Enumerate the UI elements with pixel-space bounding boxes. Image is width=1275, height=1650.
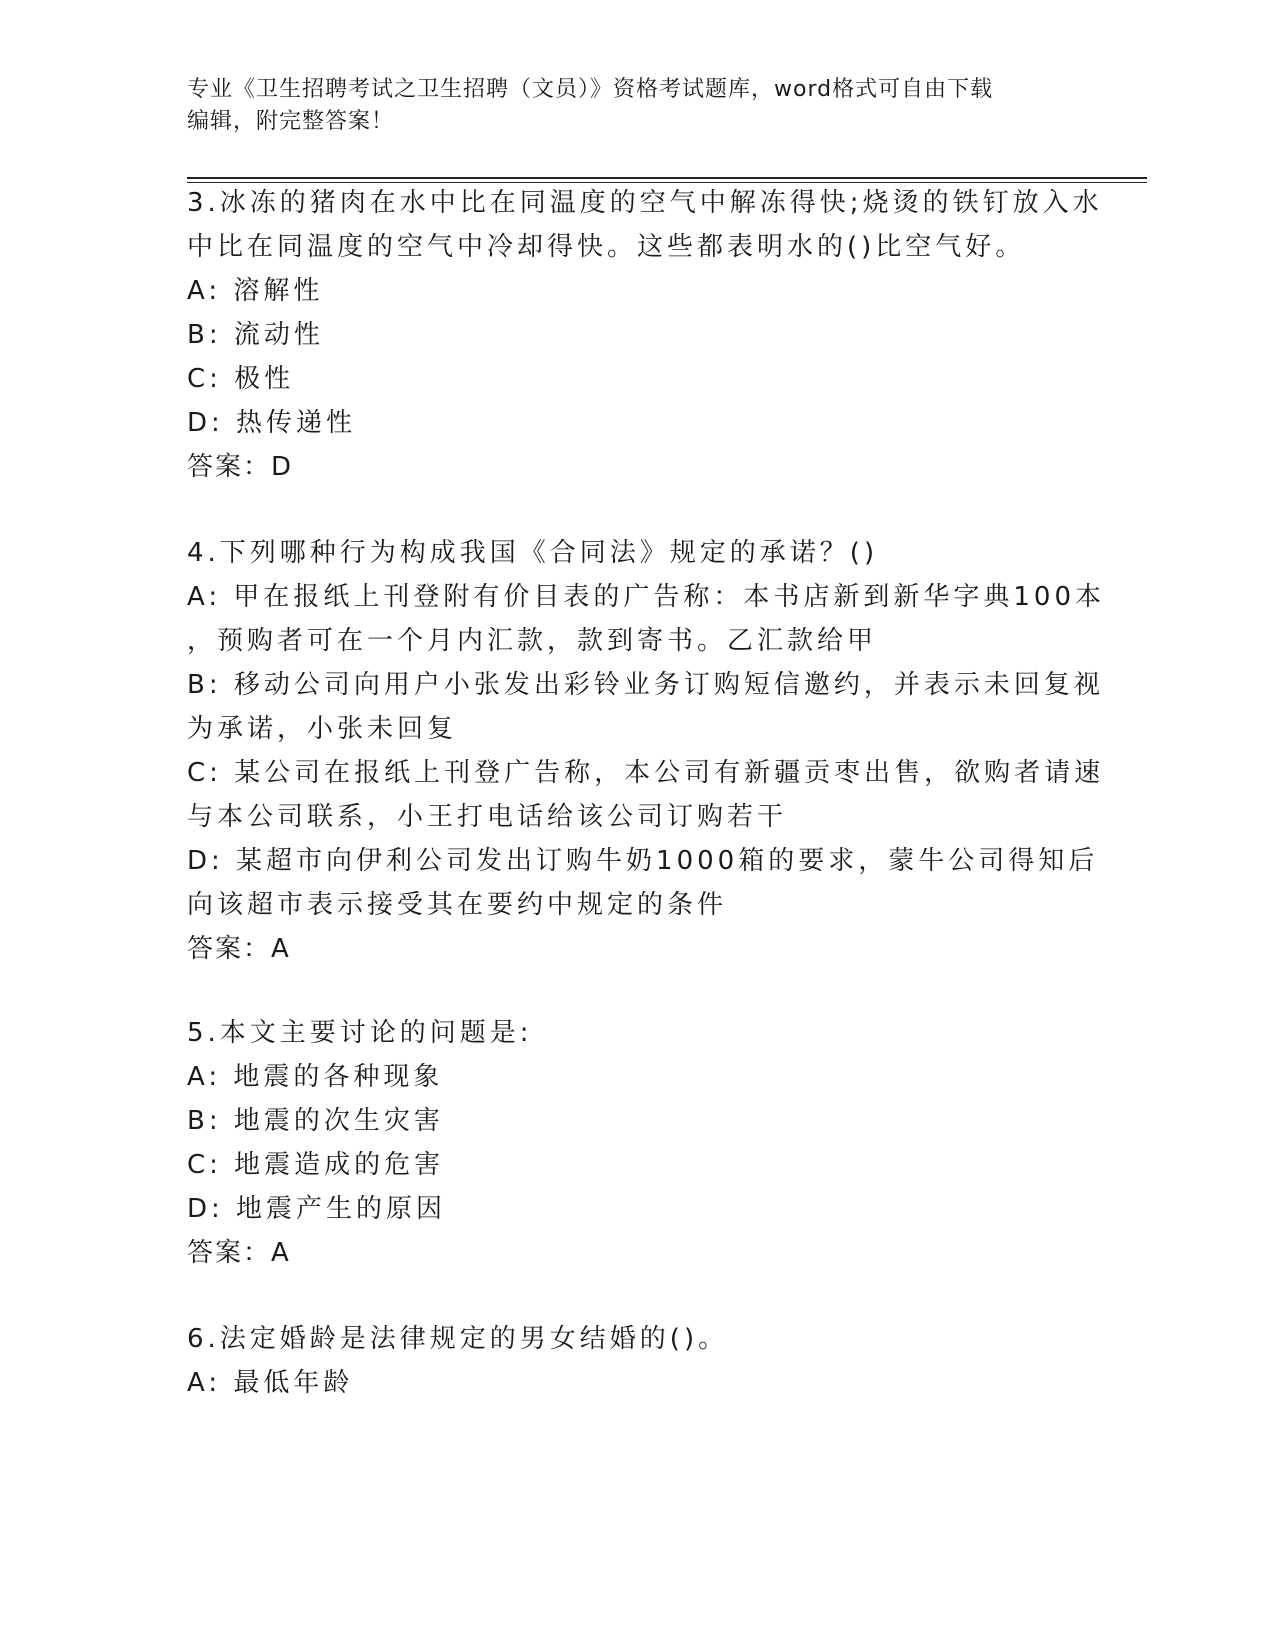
question-4-stem: 4.下列哪种行为构成我国《合同法》规定的承诺？() — [187, 538, 879, 568]
question-3-option-c: C: 极性 — [187, 364, 295, 394]
header-line-2: 编辑，附完整答案！ — [187, 109, 395, 134]
question-6-option-a: A: 最低年龄 — [187, 1368, 354, 1398]
question-5-option-b: B: 地震的次生灾害 — [187, 1106, 444, 1136]
question-5-option-d: D: 地震产生的原因 — [187, 1194, 447, 1224]
document-header — [187, 74, 1067, 138]
header-divider-thick — [187, 177, 1147, 179]
question-4-option-b-line-1: B: 移动公司向用户小张发出彩铃业务订购短信邀约，并表示未回复视 — [187, 670, 1104, 700]
question-3-answer: 答案：D — [187, 452, 294, 482]
question-3-option-a: A: 溶解性 — [187, 276, 324, 306]
question-5-option-c: C: 地震造成的危害 — [187, 1150, 445, 1180]
question-3-option-d: D: 热传递性 — [187, 408, 357, 438]
question-4-option-c-line-1: C: 某公司在报纸上刊登广告称，本公司有新疆贡枣出售，欲购者请速 — [187, 758, 1105, 788]
question-4-option-c-line-2: 与本公司联系，小王打电话给该公司订购若干 — [187, 802, 788, 832]
question-3-stem-line-2: 中比在同温度的空气中冷却得快。这些都表明水的()比空气好。 — [187, 232, 1026, 262]
question-5-answer: 答案：A — [187, 1238, 291, 1268]
question-4-option-d-line-1: D: 某超市向伊利公司发出订购牛奶1000箱的要求，蒙牛公司得知后 — [187, 846, 1099, 876]
header-divider-thin — [187, 182, 1147, 183]
question-4-option-b-line-2: 为承诺，小张未回复 — [187, 714, 458, 744]
question-3-option-b: B: 流动性 — [187, 320, 324, 350]
question-4-option-a-line-1: A: 甲在报纸上刊登附有价目表的广告称：本书店新到新华字典100本 — [187, 582, 1105, 612]
question-5-option-a: A: 地震的各种现象 — [187, 1062, 444, 1092]
question-4-option-a-line-2: ，预购者可在一个月内汇款，款到寄书。乙汇款给甲 — [187, 626, 878, 656]
header-line-1: 专业《卫生招聘考试之卫生招聘（文员）》资格考试题库，word格式可自由下载 — [187, 77, 994, 102]
question-4-option-d-line-2: 向该超市表示接受其在要约中规定的条件 — [187, 890, 728, 920]
question-6-stem: 6.法定婚龄是法律规定的男女结婚的()。 — [187, 1324, 729, 1354]
question-3-stem-line-1: 3.冰冻的猪肉在水中比在同温度的空气中解冻得快;烧烫的铁钉放入水 — [187, 188, 1103, 218]
question-5-stem: 5.本文主要讨论的问题是: — [187, 1018, 533, 1048]
question-4-answer: 答案：A — [187, 934, 291, 964]
